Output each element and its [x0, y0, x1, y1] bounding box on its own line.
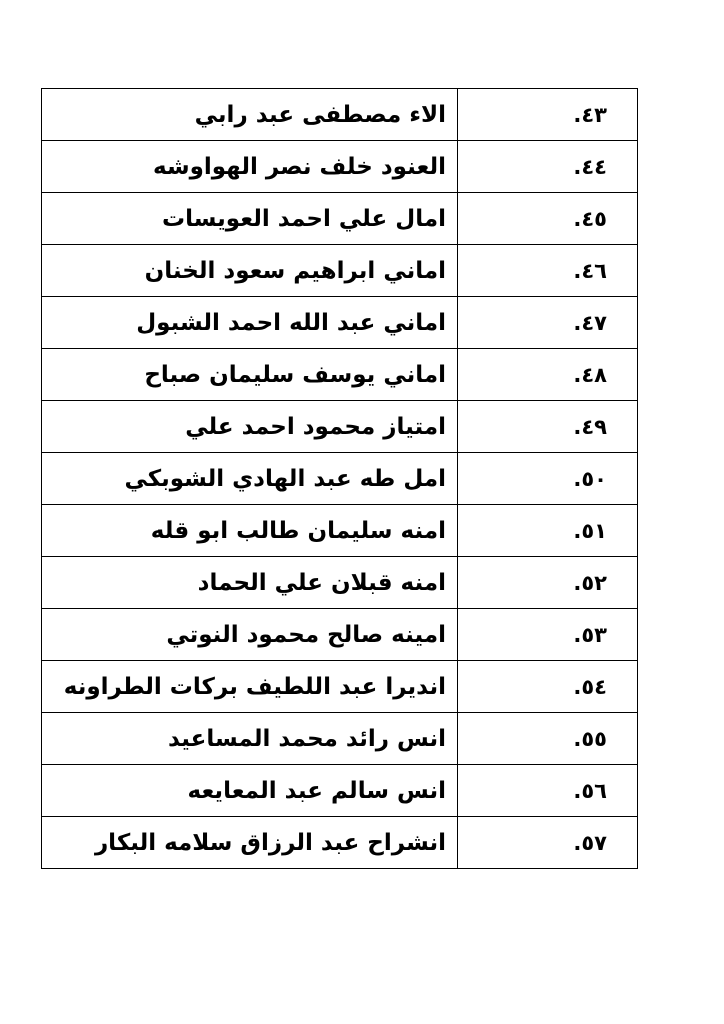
table-row — [42, 713, 638, 765]
row-name: امال علي احمد العويسات — [42, 193, 458, 245]
table-row — [42, 89, 638, 141]
row-name: انديرا عبد اللطيف بركات الطراونه — [42, 661, 458, 713]
table-row — [42, 609, 638, 661]
table-row — [42, 401, 638, 453]
row-number: ٤٩. — [458, 401, 638, 453]
row-name: انشراح عبد الرزاق سلامه البكار — [42, 817, 458, 869]
row-number: ٤٦. — [458, 245, 638, 297]
table-row — [42, 661, 638, 713]
row-number: ٤٥. — [458, 193, 638, 245]
row-number: ٥٣. — [458, 609, 638, 661]
table-row — [42, 557, 638, 609]
row-number: ٤٨. — [458, 349, 638, 401]
row-name: امينه صالح محمود النوتي — [42, 609, 458, 661]
row-number: ٥٦. — [458, 765, 638, 817]
row-number: ٥٤. — [458, 661, 638, 713]
row-number: ٥١. — [458, 505, 638, 557]
table-row — [42, 765, 638, 817]
row-name: امنه قبلان علي الحماد — [42, 557, 458, 609]
table-row — [42, 245, 638, 297]
table-row — [42, 193, 638, 245]
table-row — [42, 141, 638, 193]
row-number: ٥٢. — [458, 557, 638, 609]
row-name: انس رائد محمد المساعيد — [42, 713, 458, 765]
row-name: العنود خلف نصر الهواوشه — [42, 141, 458, 193]
table-row — [42, 349, 638, 401]
row-number: ٤٣. — [458, 89, 638, 141]
row-number: ٥٧. — [458, 817, 638, 869]
table-row — [42, 817, 638, 869]
row-name: انس سالم عبد المعايعه — [42, 765, 458, 817]
table-row — [42, 453, 638, 505]
row-name: امتياز محمود احمد علي — [42, 401, 458, 453]
names-table-body — [42, 89, 638, 869]
row-number: ٤٤. — [458, 141, 638, 193]
row-number: ٥٠. — [458, 453, 638, 505]
row-name: اماني يوسف سليمان صباح — [42, 349, 458, 401]
row-number: ٤٧. — [458, 297, 638, 349]
table-row — [42, 297, 638, 349]
row-number: ٥٥. — [458, 713, 638, 765]
table-row — [42, 505, 638, 557]
row-name: امنه سليمان طالب ابو قله — [42, 505, 458, 557]
row-name: اماني عبد الله احمد الشبول — [42, 297, 458, 349]
row-name: اماني ابراهيم سعود الخنان — [42, 245, 458, 297]
row-name: امل طه عبد الهادي الشوبكي — [42, 453, 458, 505]
row-name: الاء مصطفى عبد رابي — [42, 89, 458, 141]
names-table — [41, 88, 638, 869]
